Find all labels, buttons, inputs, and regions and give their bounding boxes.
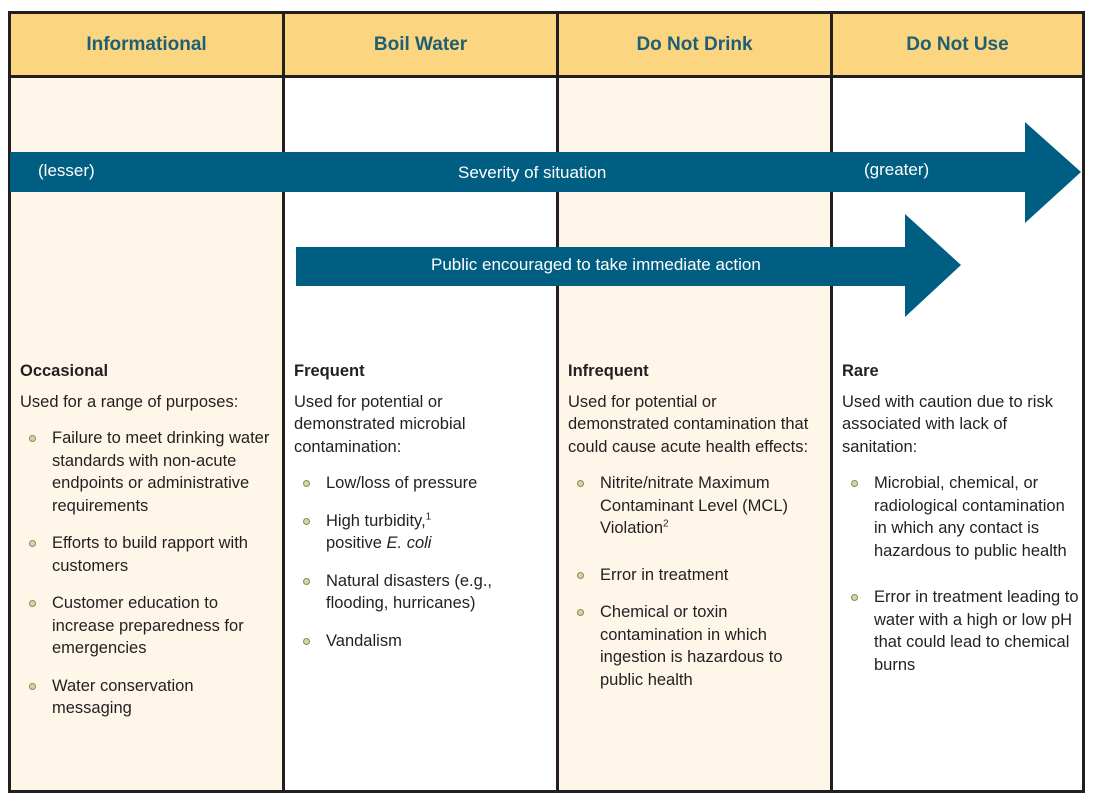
frequency-label: Frequent: [294, 362, 365, 380]
frequency-label: Rare: [842, 362, 879, 380]
list-item: Nitrite/nitrate Maximum Contaminant Level (MCL) Violation$^2$: [568, 472, 818, 540]
bullet-list: [842, 472, 1082, 676]
bullet-icon: [29, 540, 36, 547]
list-item: Natural disasters (e.g., flooding, hurricanes): [294, 570, 544, 615]
list-item: Microbial, chemical, or radiological contamination in which any contact is hazardous to public health: [842, 472, 1082, 562]
bullet-icon: [303, 480, 310, 487]
bullet-icon: [577, 572, 584, 579]
list-item: Error in treatment leading to water with a high or low pH that could lead to chemical burns: [842, 586, 1082, 676]
list-item: Efforts to build rapport with customers: [20, 532, 270, 577]
intro-text: Used for a range of purposes:: [20, 392, 239, 411]
header-boil-water: Boil Water: [373, 33, 468, 55]
header-do-not-use: Do Not Use: [906, 33, 1009, 55]
bullet-icon: [851, 480, 858, 487]
bullet-icon: [29, 683, 36, 690]
list-item: Error in treatment: [568, 564, 818, 587]
header-do-not-drink: Do Not Drink: [636, 33, 753, 55]
bullet-icon: [851, 594, 858, 601]
bullet-icon: [303, 638, 310, 645]
list-item: Water conservation messaging: [20, 675, 270, 720]
bullet-icon: [577, 609, 584, 616]
list-item: Chemical or toxin contamination in which ingestion is hazardous to public health: [568, 601, 818, 691]
do-not-drink-content: [568, 360, 818, 706]
intro-text: Used for potential or demonstrated microbial contamination:: [294, 392, 466, 456]
list-item: Customer education to increase preparedness for emergencies: [20, 592, 270, 660]
bullet-list: [294, 472, 544, 652]
bullet-icon: [303, 578, 310, 585]
do-not-use-content: [842, 360, 1082, 691]
boil-water-content: [294, 360, 544, 667]
list-item: Failure to meet drinking water standards with non-acute endpoints or administrative requirements: [20, 427, 270, 517]
action-arrow-label: Public encouraged to take immediate action: [431, 255, 761, 274]
list-item: Low/loss of pressure: [294, 472, 544, 495]
bullet-icon: [29, 600, 36, 607]
bullet-icon: [29, 435, 36, 442]
severity-greater-label: (greater): [864, 160, 930, 179]
bullet-icon: [577, 480, 584, 487]
intro-text: Used for potential or demonstrated contamination that could cause acute health effects:: [568, 392, 809, 456]
severity-lesser-label: (lesser): [38, 161, 95, 180]
list-item: Vandalism: [294, 630, 544, 653]
list-item: High turbidity,$^1$ positive E. coli: [294, 510, 544, 555]
header-informational: Informational: [86, 33, 207, 55]
informational-content: [20, 360, 270, 735]
intro-text: Used with caution due to risk associated with lack of sanitation:: [842, 392, 1053, 456]
bullet-icon: [303, 518, 310, 525]
severity-center-label: Severity of situation: [458, 163, 607, 182]
bullet-list: [20, 427, 270, 720]
frequency-label: Infrequent: [568, 362, 649, 380]
frequency-label: Occasional: [20, 362, 109, 380]
bullet-list: [568, 472, 818, 691]
